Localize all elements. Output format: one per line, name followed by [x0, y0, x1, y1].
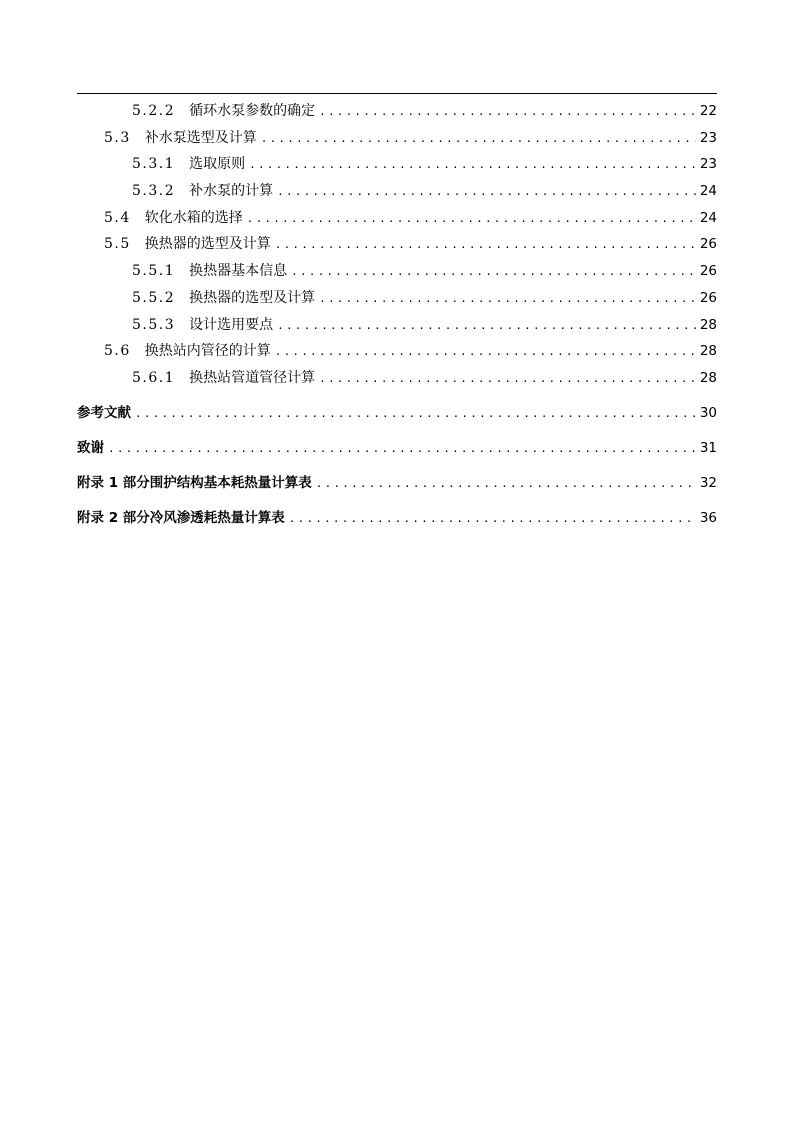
- toc-entry-page: 23: [699, 156, 717, 173]
- toc-entry-page: 30: [699, 404, 717, 421]
- toc-entry-5-3-1[interactable]: [77, 151, 717, 178]
- toc-entry-title: 换热器的选型及计算: [189, 289, 316, 306]
- toc-entry-title: 换热站管道管径计算: [189, 369, 316, 386]
- dot-leader: [108, 431, 696, 466]
- toc-entry-number: 5.3.2: [132, 183, 176, 200]
- toc-entry-title: 附录 1 部分围护结构基本耗热量计算表: [77, 474, 312, 491]
- table-of-contents: [77, 98, 717, 536]
- toc-entry-page: 26: [699, 263, 717, 280]
- dot-leader: [275, 339, 696, 366]
- dot-leader: [319, 366, 696, 393]
- toc-entry-number: 5.6.1: [132, 369, 176, 386]
- toc-entry-number: 5.6: [104, 343, 131, 360]
- toc-entry-5-3-2[interactable]: [77, 178, 717, 205]
- toc-entry-5-4[interactable]: [77, 205, 717, 232]
- toc-entry-title: 软化水箱的选择: [144, 209, 243, 226]
- toc-entry-5-3[interactable]: [77, 125, 717, 152]
- toc-entry-page: 24: [699, 209, 717, 226]
- toc-entry-page: 32: [699, 474, 717, 491]
- toc-entry-references[interactable]: [77, 396, 717, 431]
- toc-entry-title: 循环水泵参数的确定: [189, 103, 316, 119]
- toc-entry-number: 5.2.2: [132, 103, 176, 119]
- toc-entry-page: 36: [699, 509, 717, 526]
- toc-entry-number: 5.4: [104, 209, 131, 226]
- toc-entry-number: 5.5: [104, 236, 131, 253]
- toc-entry-page: 28: [699, 343, 717, 360]
- toc-entry-number: 5.5.3: [132, 316, 176, 333]
- toc-entry-page: 24: [699, 183, 717, 200]
- dot-leader: [316, 466, 696, 501]
- toc-entry-5-5-2[interactable]: [77, 285, 717, 312]
- toc-entry-page: 31: [699, 439, 717, 456]
- dot-leader: [275, 232, 696, 259]
- toc-entry-page: 26: [699, 289, 717, 306]
- toc-entry-title: 致谢: [77, 439, 104, 456]
- toc-entry-5-6-1[interactable]: [77, 365, 717, 392]
- toc-entry-title: 设计选用要点: [189, 316, 274, 333]
- dot-leader: [291, 259, 696, 286]
- toc-entry-page: 28: [699, 316, 717, 333]
- toc-entry-title: 换热器基本信息: [189, 263, 288, 280]
- toc-entry-title: 补水泵选型及计算: [144, 129, 257, 146]
- dot-leader: [319, 286, 696, 313]
- toc-entry-title: 附录 2 部分冷风渗透耗热量计算表: [77, 509, 285, 526]
- toc-entry-page: 26: [699, 236, 717, 253]
- header-rule: [77, 93, 717, 94]
- toc-entry-title: 换热站内管径的计算: [144, 343, 271, 360]
- toc-entry-acknowledgements[interactable]: [77, 431, 717, 466]
- toc-entry-title: 选取原则: [189, 156, 246, 173]
- toc-entry-number: 5.5.2: [132, 289, 176, 306]
- toc-entry-5-5-1[interactable]: [77, 258, 717, 285]
- toc-entry-number: 5.5.1: [132, 263, 176, 280]
- toc-entry-5-2-2[interactable]: [77, 98, 717, 125]
- toc-entry-number: 5.3: [104, 129, 131, 146]
- dot-leader: [277, 179, 696, 206]
- toc-entry-page: 23: [699, 129, 717, 146]
- toc-entry-appendix-2[interactable]: [77, 501, 717, 536]
- toc-entry-page: 28: [699, 369, 717, 386]
- toc-entry-appendix-1[interactable]: [77, 466, 717, 501]
- toc-entry-5-6[interactable]: [77, 338, 717, 365]
- dot-leader: [261, 126, 696, 153]
- toc-entry-5-5-3[interactable]: [77, 312, 717, 339]
- dot-leader: [247, 206, 696, 233]
- toc-entry-title: 参考文献: [77, 404, 131, 421]
- toc-entry-title: 补水泵的计算: [189, 183, 274, 200]
- toc-entry-page: 22: [699, 103, 717, 119]
- toc-entry-number: 5.3.1: [132, 156, 176, 173]
- toc-entry-5-5[interactable]: [77, 231, 717, 258]
- toc-entry-title: 换热器的选型及计算: [144, 236, 271, 253]
- dot-leader: [277, 313, 696, 340]
- dot-leader: [249, 152, 696, 179]
- dot-leader: [289, 501, 696, 536]
- dot-leader: [319, 99, 696, 126]
- dot-leader: [135, 396, 696, 431]
